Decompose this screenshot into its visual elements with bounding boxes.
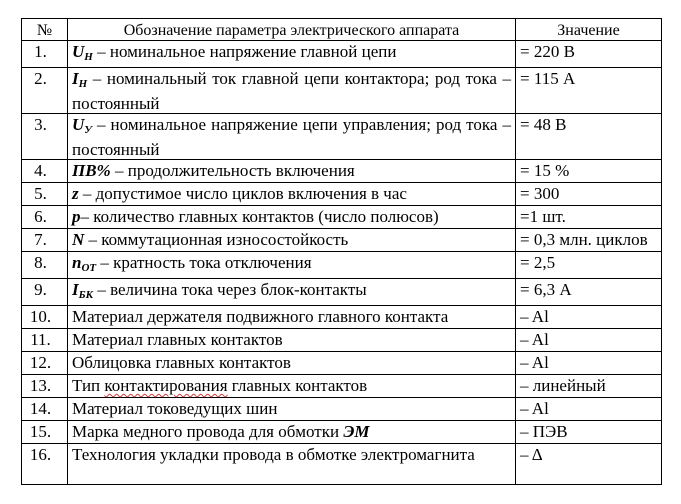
param-symbol: U [72, 42, 85, 61]
row-desc [68, 160, 516, 183]
param-symbol: I [72, 69, 79, 88]
param-symbol: z [72, 184, 79, 203]
row-value: – линейный [516, 375, 662, 398]
row-desc [68, 41, 516, 68]
header-value: Значение [516, 19, 662, 41]
param-text: – номинальный ток главной цепи контактора; род тока – постоянный [72, 69, 511, 113]
row-num: 1. [22, 41, 68, 68]
parameters-table [21, 18, 662, 485]
row-value: = 6,3 А [516, 279, 662, 306]
row-desc [68, 421, 516, 444]
row-desc [68, 229, 516, 252]
row-num: 9. [22, 279, 68, 306]
row-desc: Материал держателя подвижного главного контакта [68, 306, 516, 329]
param-subscript: Н [78, 78, 88, 90]
table-header-row [22, 19, 662, 41]
row-num: 10. [22, 306, 68, 329]
param-text: главных контактов [227, 376, 368, 395]
param-text: – номинальное напряжение цепи управления; род тока – постоянный [72, 115, 511, 159]
row-value: = 300 [516, 183, 662, 206]
param-symbol: ПВ% [72, 161, 111, 180]
param-text: – коммутационная износостойкость [84, 230, 349, 249]
row-value: – Al [516, 352, 662, 375]
param-text: – величина тока через блок-контакты [93, 280, 367, 299]
table-row [22, 398, 662, 421]
table-row [22, 306, 662, 329]
row-desc [68, 279, 516, 306]
row-num: 15. [22, 421, 68, 444]
header-num: № [22, 19, 68, 41]
row-desc: Материал главных контактов [68, 329, 516, 352]
table-row [22, 160, 662, 183]
row-desc [68, 68, 516, 114]
table-row [22, 229, 662, 252]
row-value: – Al [516, 329, 662, 352]
table-row [22, 421, 662, 444]
row-num: 8. [22, 252, 68, 279]
param-symbol: U [72, 115, 85, 134]
row-num: 16. [22, 444, 68, 485]
row-value: = 15 % [516, 160, 662, 183]
row-desc: Материал токоведущих шин [68, 398, 516, 421]
row-num: 7. [22, 229, 68, 252]
table-row [22, 114, 662, 160]
table-row [22, 444, 662, 485]
header-param: Обозначение параметра электрического аппарата [68, 19, 516, 41]
row-desc [68, 183, 516, 206]
param-text: – продолжительность включения [110, 161, 355, 180]
param-subscript: У [84, 124, 92, 136]
row-num: 11. [22, 329, 68, 352]
param-symbol: ЭМ [343, 422, 370, 441]
param-symbol: n [72, 253, 82, 272]
row-value: = 115 А [516, 68, 662, 114]
row-num: 4. [22, 160, 68, 183]
row-num: 13. [22, 375, 68, 398]
row-num: 2. [22, 68, 68, 114]
row-value: = 48 В [516, 114, 662, 160]
param-symbol: p [72, 207, 81, 226]
param-text: – номинальное напряжение главной цепи [92, 42, 397, 61]
param-text: – количество главных контактов (число полюсов) [80, 207, 439, 226]
row-num: 12. [22, 352, 68, 375]
param-subscript: БК [78, 289, 94, 301]
row-value: =1 шт. [516, 206, 662, 229]
row-num: 5. [22, 183, 68, 206]
param-symbol: N [72, 230, 85, 249]
row-desc: Облицовка главных контактов [68, 352, 516, 375]
row-num: 6. [22, 206, 68, 229]
param-text: Марка медного провода для обмотки [72, 422, 344, 441]
param-symbol: I [72, 280, 79, 299]
spellcheck-word: контактирования [104, 376, 228, 395]
row-desc [68, 114, 516, 160]
table-row [22, 183, 662, 206]
table-row [22, 279, 662, 306]
row-desc [68, 252, 516, 279]
table-row [22, 68, 662, 114]
table-row [22, 352, 662, 375]
param-text: Тип [72, 376, 105, 395]
param-text: – допустимое число циклов включения в час [78, 184, 407, 203]
table-row [22, 375, 662, 398]
row-value: – Δ [516, 444, 662, 485]
row-value: = 220 В [516, 41, 662, 68]
table-row [22, 329, 662, 352]
row-value: – Al [516, 398, 662, 421]
row-num: 3. [22, 114, 68, 160]
row-desc: Технология укладки провода в обмотке электромагнита [68, 444, 516, 485]
param-subscript: Н [84, 51, 93, 63]
table-row [22, 252, 662, 279]
row-desc [68, 375, 516, 398]
row-value: = 2,5 [516, 252, 662, 279]
row-num: 14. [22, 398, 68, 421]
table-row [22, 206, 662, 229]
row-desc [68, 206, 516, 229]
row-value: = 0,3 млн. циклов [516, 229, 662, 252]
row-value: – ПЭВ [516, 421, 662, 444]
table-row [22, 41, 662, 68]
param-text: – кратность тока отключения [96, 253, 312, 272]
row-value: – Al [516, 306, 662, 329]
param-subscript: ОТ [81, 262, 97, 274]
